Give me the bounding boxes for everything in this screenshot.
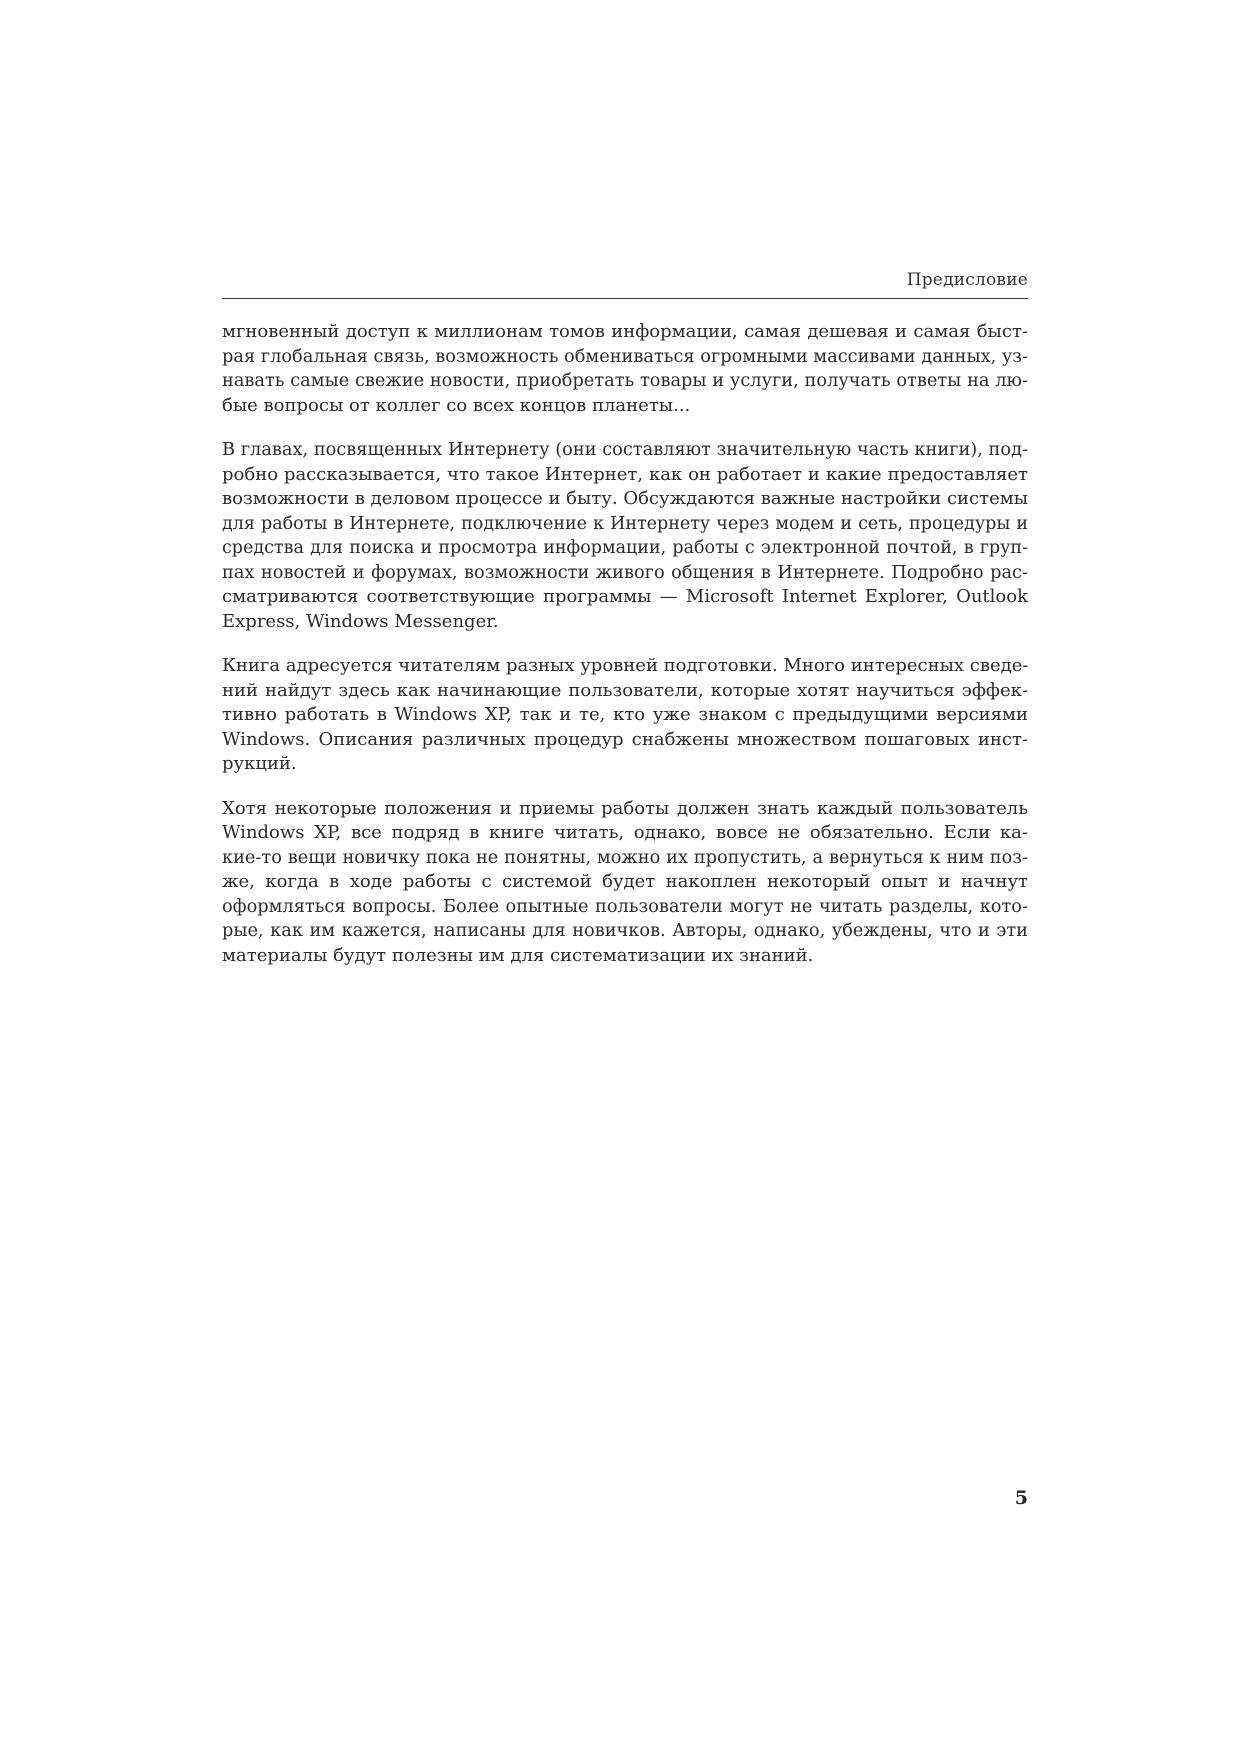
text-line: Windows. Описания различных процедур снабжены множеством пошаговых инст-	[222, 728, 1028, 750]
running-header-title: Предисловие	[906, 270, 1028, 290]
text-line: Express, Windows Messenger.	[222, 610, 499, 632]
paragraph-2	[222, 438, 1028, 634]
text-line: рые, как им кажется, написаны для новичков. Авторы, однако, убеждены, что и эти	[222, 921, 1028, 941]
text-line: ний найдут здесь как начинающие пользователи, которые хотят научиться эффек-	[222, 679, 1028, 701]
text-line: материалы будут полезны им для систематизации их знаний.	[222, 944, 814, 966]
text-line: мгновенный доступ к миллионам томов информации, самая дешевая и самая быст-	[222, 321, 1028, 342]
paragraph-3	[222, 654, 1028, 777]
text-line: Хотя некоторые положения и приемы работы должен знать каждый пользователь	[222, 797, 1028, 819]
text-line: рукций.	[222, 753, 297, 774]
text-line: рая глобальная связь, возможность обмениваться огромными массивами данных, уз-	[222, 346, 1028, 367]
body-text	[222, 320, 1028, 988]
running-header	[222, 268, 1028, 299]
text-line: робно рассказывается, что такое Интернет, как он работает и какие предоставляет	[222, 463, 1028, 485]
text-line: оформляться вопросы. Более опытные пользователи могут не читать разделы, кото-	[222, 896, 1028, 917]
text-line: кие-то вещи новичку пока не понятны, можно их пропустить, а вернуться к ним поз-	[222, 847, 1028, 868]
text-line: для работы в Интернете, подключение к Интернету через модем и сеть, процедуры и	[222, 513, 1028, 534]
page-number: 5	[1014, 1487, 1028, 1509]
text-line: же, когда в ходе работы с системой будет накоплен некоторый опыт и начнут	[222, 871, 1028, 892]
text-line: бые вопросы от коллег со всех концов планеты...	[222, 394, 691, 416]
text-line: средства для поиска и просмотра информации, работы с электронной почтой, в груп-	[222, 538, 1028, 558]
paragraph-1	[222, 320, 1028, 418]
text-line: Книга адресуется читателям разных уровней подготовки. Много интересных сведе-	[222, 655, 1029, 676]
text-line: навать самые свежие новости, приобретать товары и услуги, получать ответы на лю-	[222, 371, 1028, 391]
paragraph-4	[222, 797, 1028, 969]
text-line: сматриваются соответствующие программы — Microsoft Internet Explorer, Outlook	[222, 586, 1028, 607]
text-line: Windows XP, все подряд в книге читать, однако, вовсе не обязательно. Если ка-	[222, 822, 1028, 843]
text-line: В главах, посвященных Интернету (они составляют значительную часть книги), под-	[222, 440, 1028, 460]
text-line: тивно работать в Windows XP, так и те, кто уже знаком с предыдущими версиями	[222, 704, 1028, 725]
text-line: пах новостей и форумах, возможности живого общения в Интернете. Подробно рас-	[222, 562, 1028, 583]
text-line: возможности в деловом процессе и быту. Обсуждаются важные настройки системы	[222, 488, 1029, 509]
